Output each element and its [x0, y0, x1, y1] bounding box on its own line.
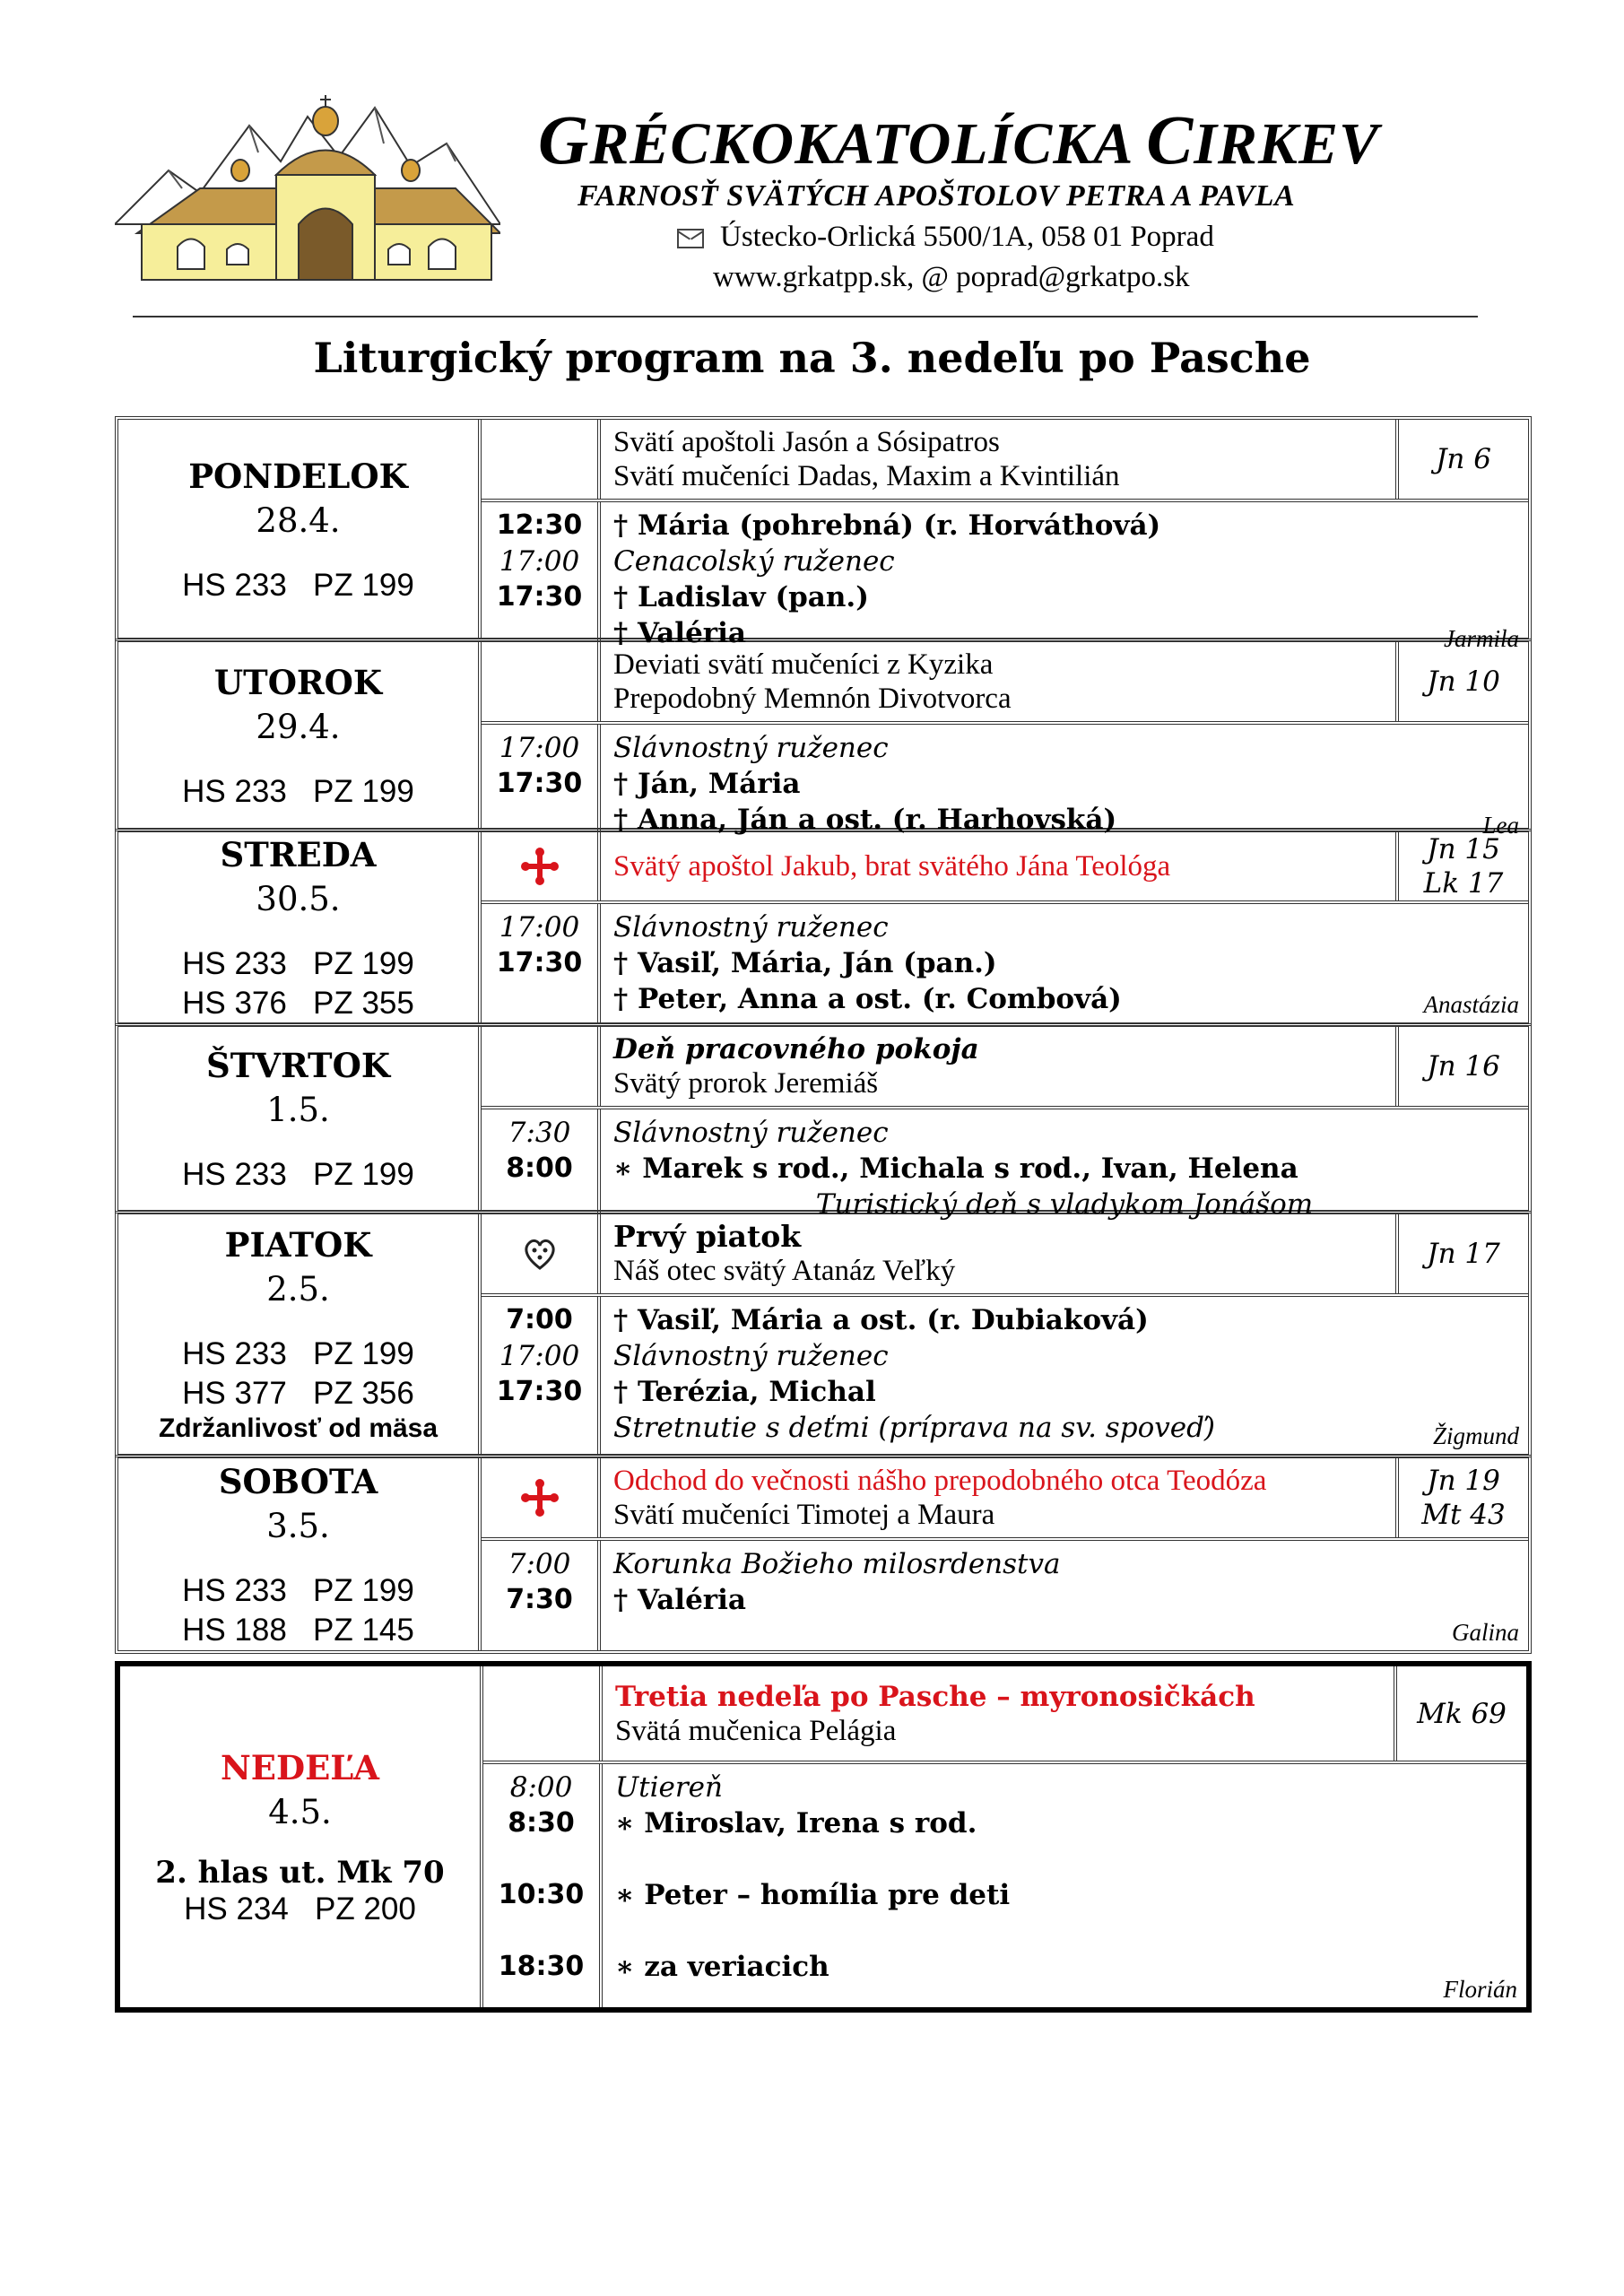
- address: Ústecko-Orlická 5500/1A, 058 01 Poprad: [677, 221, 1214, 254]
- day-row-saturday: [115, 1455, 1532, 1654]
- time: 10:30: [498, 1879, 585, 1910]
- day-name: ŠTVRTOK: [206, 1046, 390, 1085]
- day-name: STREDA: [220, 835, 377, 874]
- intention-name: Galina: [1451, 1619, 1519, 1646]
- times-column: [482, 725, 601, 843]
- day-info: [118, 1214, 482, 1454]
- intention-name: Anastázia: [1423, 991, 1519, 1018]
- day-info: [118, 1458, 482, 1650]
- red-cross-icon: [520, 1478, 560, 1518]
- day-date: 2.5.: [266, 1269, 330, 1309]
- feast-line: Svätá mučenica Pelágia: [615, 1714, 897, 1747]
- song-numbers: HS 233 PZ 199: [182, 1157, 414, 1192]
- day-info: [118, 1027, 482, 1210]
- spacer: [483, 1841, 599, 1877]
- times-column: [483, 1764, 603, 2007]
- page-title: Liturgický program na 3. nedeľu po Pasche: [313, 334, 1311, 382]
- feast-line: Prvý piatok: [613, 1219, 802, 1254]
- day-row-thursday: [115, 1023, 1532, 1221]
- feast-row: [483, 1666, 1526, 1764]
- envelope-icon: [677, 229, 704, 248]
- church-logo: [115, 90, 500, 283]
- readings: [1395, 1027, 1528, 1106]
- day-name: PONDELOK: [188, 456, 408, 496]
- spacer: [483, 1913, 599, 1949]
- entry: ∗ Marek s rod., Michala s rod., Ivan, Helena: [613, 1152, 1298, 1185]
- feast-icon-cell: [482, 420, 601, 499]
- day-name: UTOROK: [213, 662, 383, 702]
- time: 7:00: [506, 1304, 573, 1335]
- day-name: SOBOTA: [218, 1462, 378, 1501]
- feast-line: Odchod do večnosti nášho prepodobného otca Teodóza: [613, 1465, 1267, 1497]
- reading: Jn 19: [1427, 1465, 1500, 1497]
- times-column: [482, 1109, 601, 1228]
- feast-line: Svätý apoštol Jakub, brat svätého Jána Teológa: [613, 850, 1171, 883]
- time: 18:30: [498, 1951, 585, 1982]
- entry: Stretnutie s deťmi (príprava na sv. spoveď): [613, 1412, 1216, 1444]
- day-date: 29.4.: [256, 707, 341, 746]
- day-row-monday: [115, 416, 1532, 652]
- day-row-tuesday: [115, 639, 1532, 839]
- spacer: [615, 1841, 1514, 1877]
- entries-column: [601, 502, 1528, 657]
- entry: † Terézia, Michal: [613, 1376, 876, 1408]
- schedule-table: [115, 419, 1532, 2013]
- time: 17:30: [496, 581, 583, 613]
- time: 7:30: [506, 1584, 573, 1615]
- feast-line: Svätí mučeníci Timotej a Maura: [613, 1499, 995, 1531]
- time: 7:00: [508, 1548, 571, 1580]
- organization-name: GRÉCKOKATOLÍCKA CIRKEV: [538, 100, 1380, 178]
- feast-row: [482, 1027, 1528, 1109]
- feast-line: Svätí apoštoli Jasón a Sósipatros: [613, 426, 1000, 458]
- time: 12:30: [496, 509, 583, 541]
- reading: Jn 17: [1427, 1238, 1500, 1270]
- feast-icon-cell: [482, 1214, 601, 1293]
- day-info: [118, 420, 482, 638]
- entry: † Mária (pohrebná) (r. Horváthová): [613, 509, 1161, 542]
- feast-line: Svätý prorok Jeremiáš: [613, 1067, 879, 1100]
- readings: [1395, 1458, 1528, 1537]
- entry: † Vasiľ, Mária a ost. (r. Dubiaková): [613, 1304, 1149, 1336]
- feast-line: Svätí mučeníci Dadas, Maxim a Kvintilián: [613, 460, 1120, 492]
- feast-line: Deň pracovného pokoja: [613, 1033, 979, 1065]
- tone-note: 2. hlas ut. Mk 70: [155, 1855, 445, 1891]
- intention-name: Florián: [1443, 1976, 1517, 2003]
- entry: † Valéria: [613, 1584, 746, 1616]
- time: 17:30: [496, 768, 583, 799]
- feast-icon-cell: [482, 1458, 601, 1537]
- heart-icon: [522, 1236, 558, 1272]
- time: 7:30: [508, 1117, 571, 1149]
- web-contact: www.grkatpp.sk, @ poprad@grkatpo.sk: [713, 261, 1190, 293]
- reading: Jn 16: [1427, 1050, 1500, 1083]
- fasting-note: Zdržanlivosť od mäsa: [158, 1413, 439, 1443]
- entries-column: [601, 1297, 1528, 1454]
- entry: Cenacolský ruženec: [613, 545, 895, 578]
- day-date: 1.5.: [266, 1091, 330, 1129]
- entry: Turistický deň s vladykom Jonášom: [815, 1188, 1314, 1221]
- entries-column: [601, 904, 1528, 1022]
- song-numbers: HS 233 PZ 199: [182, 773, 414, 809]
- entries-column: [603, 1764, 1526, 2007]
- feast-row: [482, 832, 1528, 904]
- time: 8:30: [508, 1807, 575, 1839]
- parish-name: FARNOSŤ SVÄTÝCH APOŠTOLOV PETRA A PAVLA: [578, 179, 1296, 213]
- day-info: [120, 1666, 483, 2007]
- entries-column: [601, 1541, 1528, 1650]
- reading: Mk 69: [1417, 1697, 1507, 1730]
- day-info: [118, 642, 482, 828]
- entry: Slávnostný ruženec: [613, 732, 889, 764]
- reading: Jn 10: [1427, 665, 1500, 698]
- entry: † Ladislav (pan.): [613, 581, 869, 613]
- entry: Utiereň: [615, 1771, 723, 1804]
- entries-column: [601, 725, 1528, 843]
- entry: † Valéria: [613, 617, 746, 649]
- entry: † Anna, Ján a ost. (r. Harhovská): [613, 804, 1117, 836]
- entry: † Ján, Mária: [613, 768, 801, 800]
- song-numbers: HS 376 PZ 355: [182, 986, 414, 1021]
- feast-icon-cell: [482, 832, 601, 900]
- entry: † Peter, Anna a ost. (r. Combová): [613, 983, 1122, 1015]
- time: 17:00: [499, 732, 580, 764]
- day-date: 4.5.: [268, 1793, 332, 1831]
- times-column: [482, 1297, 601, 1454]
- time: 8:00: [509, 1771, 573, 1804]
- times-column: [482, 904, 601, 1022]
- feast-line: Deviati svätí mučeníci z Kyzika: [613, 648, 994, 681]
- day-row-wednesday: [115, 829, 1532, 1026]
- day-row-sunday: [115, 1661, 1532, 2013]
- feast-row: [482, 1458, 1528, 1541]
- time: 8:00: [506, 1152, 573, 1184]
- feast-icon-cell: [483, 1666, 603, 1761]
- entry: ∗ za veriacich: [615, 1951, 829, 1983]
- day-row-friday: [115, 1211, 1532, 1457]
- time: 17:30: [496, 947, 583, 978]
- day-date: 30.5.: [256, 880, 341, 918]
- times-column: [482, 502, 601, 657]
- red-cross-icon: [520, 847, 560, 886]
- time: 17:00: [499, 545, 580, 578]
- times-column: [482, 1541, 601, 1650]
- header-divider: [133, 316, 1478, 317]
- day-name: PIATOK: [224, 1224, 372, 1265]
- entry: ∗ Peter – homília pre deti: [615, 1879, 1011, 1911]
- intention-name: Lea: [1482, 812, 1519, 839]
- entries-column: [601, 1109, 1528, 1228]
- day-date: 28.4.: [256, 500, 341, 540]
- song-numbers: HS 377 PZ 356: [182, 1375, 414, 1411]
- entry: Slávnostný ruženec: [613, 1117, 889, 1149]
- song-numbers: HS 188 PZ 145: [182, 1613, 414, 1648]
- time: 17:30: [496, 1376, 583, 1407]
- song-numbers: HS 233 PZ 199: [182, 1335, 414, 1371]
- day-info: [118, 832, 482, 1022]
- reading: Lk 17: [1423, 867, 1504, 900]
- entry: † Vasiľ, Mária, Ján (pan.): [613, 947, 997, 979]
- reading: Jn 6: [1436, 443, 1491, 475]
- song-numbers: HS 233 PZ 199: [182, 1573, 414, 1608]
- day-name: NEDEĽA: [220, 1748, 380, 1787]
- song-numbers: HS 233 PZ 199: [182, 946, 414, 981]
- feast-line: Tretia nedeľa po Pasche – myronosičkách: [615, 1680, 1255, 1713]
- feast-icon-cell: [482, 1027, 601, 1106]
- readings: [1395, 420, 1528, 499]
- intention-name: Žigmund: [1432, 1422, 1519, 1449]
- song-numbers: HS 234 PZ 200: [184, 1892, 416, 1926]
- reading: Jn 15: [1427, 833, 1500, 865]
- day-date: 3.5.: [266, 1507, 330, 1545]
- feast-line: Prepodobný Memnón Divotvorca: [613, 683, 1012, 715]
- spacer: [615, 1913, 1514, 1949]
- time: 17:00: [499, 1340, 580, 1372]
- intention-name: Jarmila: [1444, 625, 1519, 652]
- entry: Slávnostný ruženec: [613, 1340, 889, 1372]
- reading: Mt 43: [1421, 1499, 1506, 1531]
- entry: ∗ Miroslav, Irena s rod.: [615, 1807, 977, 1839]
- feast-icon-cell: [482, 642, 601, 721]
- readings: [1394, 1666, 1526, 1761]
- feast-row: [482, 420, 1528, 502]
- song-numbers: HS 233 PZ 199: [182, 567, 414, 603]
- entry: Korunka Božieho milosrdenstva: [613, 1548, 1061, 1580]
- time: 17:00: [499, 911, 580, 944]
- entry: Slávnostný ruženec: [613, 911, 889, 944]
- feast-line: Náš otec svätý Atanáz Veľký: [613, 1255, 956, 1287]
